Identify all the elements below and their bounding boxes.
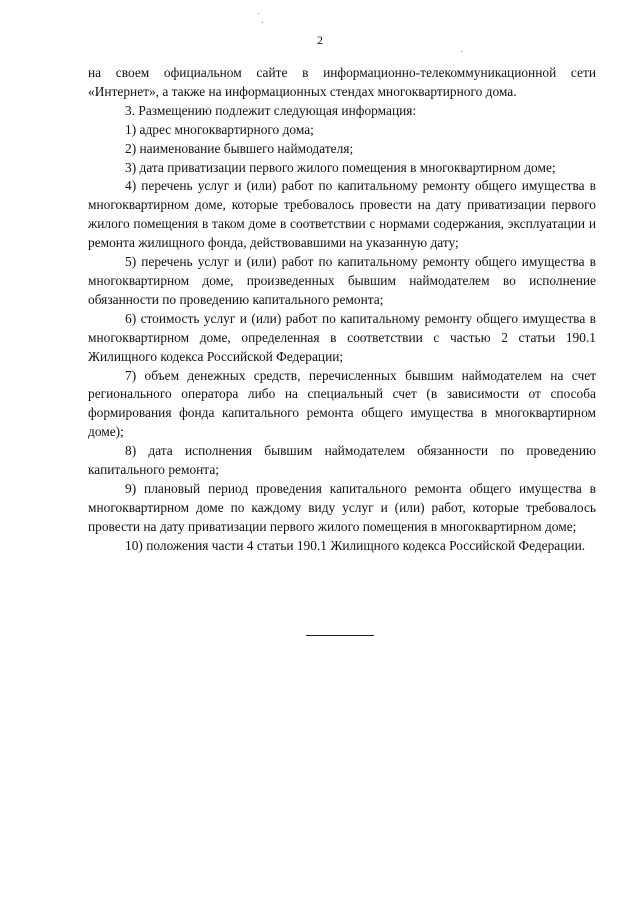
paragraph-item-3: 3. Размещению подлежит следующая информация: <box>125 102 417 118</box>
list-item-9: 9) плановый период проведения капитального ремонта общего имущества в многоквартирном доме по каждому виду услуг и (или) работ, которые требовалось провести на дату приватизации первого жилого помещения в многоквартирном доме; <box>88 480 596 534</box>
scan-speck <box>258 13 259 14</box>
list-item-4: 4) перечень услуг и (или) работ по капитальному ремонту общего имущества в многоквартирном доме, которые требовалось провести на дату приватизации первого жилого помещения в таком доме в соответствии с нормами содержания, эксплуатации и ремонта жилищного фонда, действовавшими на указанную дату; <box>88 178 596 251</box>
list-item-2: 2) наименование бывшего наймодателя; <box>125 140 354 156</box>
list-item-7: 7) объем денежных средств, перечисленных бывшим наймодателем на счет регионального оператора либо на специальный счет (в зависимости от способа формирования фонда капитального ремонта общего имущества в многоквартирном доме); <box>88 367 596 440</box>
scan-speck <box>262 22 263 23</box>
list-item-1: 1) адрес многоквартирного дома; <box>125 121 314 137</box>
paragraph-continuation: на своем официальном сайте в информационно-телекоммуникационной сети «Интернет», а также на информационных стендах многоквартирного дома. <box>88 65 596 99</box>
scan-speck <box>461 51 462 52</box>
list-item-8: 8) дата исполнения бывшим наймодателем обязанности по проведению капитального ремонта; <box>88 443 596 478</box>
document-body <box>88 64 596 556</box>
list-item-5: 5) перечень услуг и (или) работ по капитальному ремонту общего имущества в многоквартирном доме, произведенных бывшим наймодателем во исполнение обязанности по проведению капитального ремонта; <box>88 254 596 307</box>
page-number: 2 <box>317 33 323 47</box>
list-item-6: 6) стоимость услуг и (или) работ по капитальному ремонту общего имущества в многоквартирном доме, определенная в соответствии с частью 2 статьи 190.1 Жилищного кодекса Российской Федерации; <box>88 310 596 364</box>
list-item-3: 3) дата приватизации первого жилого помещения в многоквартирном доме; <box>125 159 556 175</box>
list-item-10: 10) положения части 4 статьи 190.1 Жилищного кодекса Российской Федерации. <box>125 537 586 553</box>
end-divider <box>306 635 374 636</box>
